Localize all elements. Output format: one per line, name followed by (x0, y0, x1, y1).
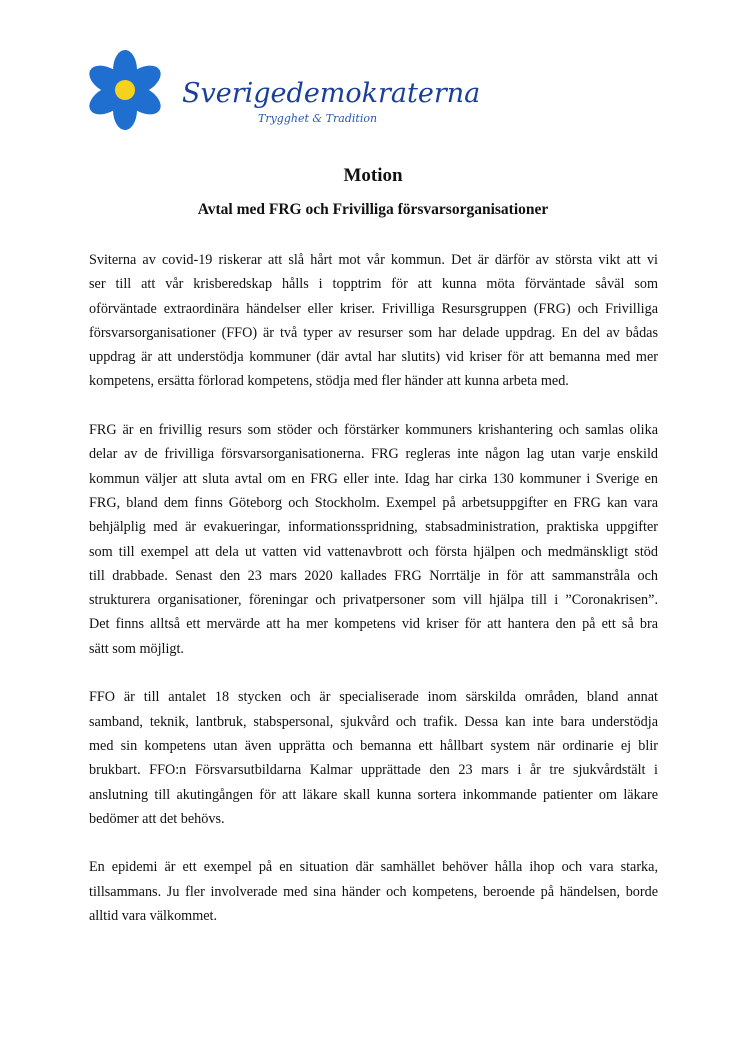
text-line: ser till att vår krisberedskap hålls i topptrim för att kunna möta förväntade såväl som (89, 276, 658, 293)
text-line: En epidemi är ett exempel på en situation där samhället behöver hålla ihop och vara starka, (89, 859, 658, 876)
text-line: FFO är till antalet 18 stycken och är specialiserade inom särskilda områden, bland annat (89, 689, 658, 706)
logo-tagline: Trygghet & Tradition (258, 112, 378, 125)
text-line: brukbart. FFO:n Försvarsutbildarna Kalmar upprättade den 23 mars i år tre sjukvårdstält i (89, 762, 658, 779)
text-line: anslutning till akutingången för att läkare skall kunna sortera inkommande patienter om läkare (89, 786, 658, 803)
paragraph (89, 418, 658, 661)
text-line: kommun väljer att sluta avtal om en FRG eller inte. Idag har cirka 130 kommuner i Sverige en (89, 470, 658, 487)
party-logo (86, 42, 481, 134)
text-line: Det finns alltså ett mervärde att ha mer kompetens vid kriser för att hantera den på ett så bra (89, 616, 658, 633)
flower-center (115, 80, 135, 100)
document-body (89, 248, 658, 953)
paragraph (89, 248, 658, 394)
paragraph (89, 685, 658, 831)
text-line: uppdrag är att understödja kommuner (där avtal har slutits) vid kriser för att bemanna med mer (89, 349, 658, 366)
text-line: som till exempel att dela ut vatten vid vattenavbrott och första hjälpen och medmänskligt stöd (89, 543, 658, 560)
text-line: strukturera organisationer, föreningar och privatpersoner som vill hjälpa till i ”Coronakrisen”. (89, 592, 658, 609)
document-subtitle: Avtal med FRG och Frivilliga försvarsorganisationer (197, 201, 549, 218)
text-line: FRG är en frivillig resurs som stöder och förstärker kommuners krishantering och samlas olika (89, 422, 658, 439)
text-line: bedömer att det behövs. (89, 810, 225, 827)
text-line: alltid vara välkommet. (89, 908, 218, 925)
text-line: oförväntade extraordinära händelser eller kriser. Frivilliga Resursgruppen (FRG) och Frivilliga (89, 300, 658, 317)
text-line: delar av de frivilliga försvarsorganisationerna. FRG regleras inte någon lag utan varje enskild (89, 446, 658, 463)
text-line: FRG, bland dem finns Göteborg och Stockholm. Exempel på arbetsuppgifter en FRG kan vara (89, 494, 658, 511)
text-line: till drabbade. Senast den 23 mars 2020 kallades FRG Norrtälje in för att sammanstråla och (89, 567, 658, 584)
logo-wordmark: Sverigedemokraterna (182, 78, 481, 109)
document-title: Motion (343, 165, 403, 186)
text-line: försvarsorganisationer (FFO) är två typer av resurser som har delade uppdrag. En del av bådas (89, 324, 658, 341)
flower-logo-icon (86, 42, 481, 134)
text-line: samband, teknik, lantbruk, stabspersonal, sjukvård och trafik. Dessa kan inte bara understödja (89, 713, 658, 730)
paragraph (89, 855, 658, 928)
text-line: tillsammans. Ju fler involverade med sina händer och kompetens, beroende på händelsen, borde (89, 883, 658, 900)
text-line: Sviterna av covid-19 riskerar att slå hårt mot vår kommun. Det är därför av största vikt att vi (89, 252, 658, 268)
text-line: sätt som möjligt. (89, 640, 184, 657)
text-line: med sin kompetens utan även upprätta och bemanna ett hållbart system när ordinarie ej blir (89, 737, 658, 754)
text-line: behjälplig med är evakueringar, informationsspridning, stabsadministration, praktiska uppgifter (89, 519, 658, 536)
text-line: kompetens, ersätta förlorad kompetens, stödja med fler händer att kunna arbeta med. (89, 373, 569, 390)
